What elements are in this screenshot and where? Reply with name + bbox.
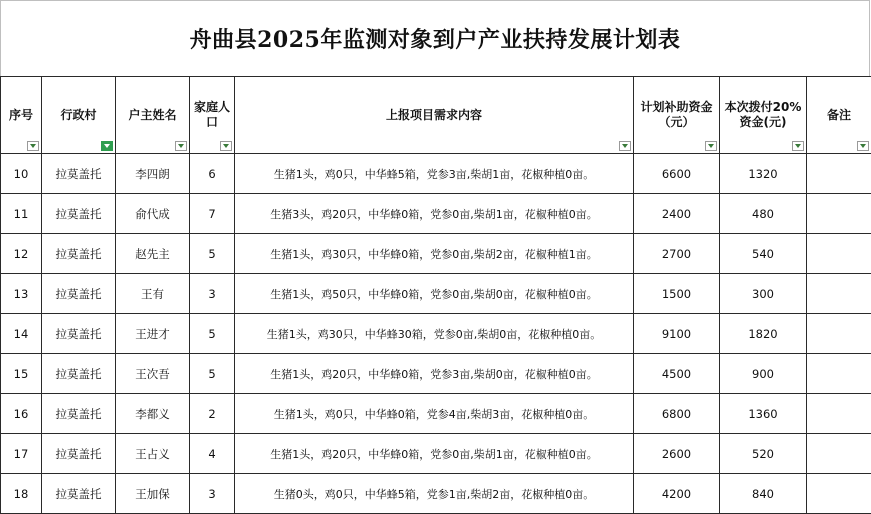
header-subsidy[interactable]: 计划补助资金（元） — [634, 77, 720, 154]
cell-village[interactable]: 拉莫盖托 — [42, 474, 116, 514]
filter-dropdown-icon[interactable] — [619, 141, 631, 151]
filter-dropdown-icon[interactable] — [857, 141, 869, 151]
cell-need[interactable]: 生猪1头，鸡20只，中华蜂0箱，党参0亩,柴胡1亩，花椒种植0亩。 — [235, 434, 634, 474]
filter-dropdown-icon[interactable] — [792, 141, 804, 151]
cell-subsidy[interactable]: 2400 — [634, 194, 720, 234]
cell-note[interactable] — [807, 354, 871, 394]
cell-seq[interactable]: 12 — [1, 234, 42, 274]
cell-paid[interactable]: 1820 — [720, 314, 807, 354]
cell-need[interactable]: 生猪1头，鸡50只，中华蜂0箱，党参0亩,柴胡0亩，花椒种植0亩。 — [235, 274, 634, 314]
header-seq[interactable]: 序号 — [1, 77, 42, 154]
cell-note[interactable] — [807, 394, 871, 434]
cell-note[interactable] — [807, 274, 871, 314]
cell-subsidy[interactable]: 2700 — [634, 234, 720, 274]
cell-paid[interactable]: 1360 — [720, 394, 807, 434]
header-family[interactable]: 家庭人口 — [190, 77, 235, 154]
cell-seq[interactable]: 18 — [1, 474, 42, 514]
cell-family[interactable]: 4 — [190, 434, 235, 474]
table-row — [1, 434, 871, 474]
table-row — [1, 154, 871, 194]
cell-subsidy[interactable]: 1500 — [634, 274, 720, 314]
cell-need[interactable]: 生猪1头，鸡0只，中华蜂0箱，党参4亩,柴胡3亩，花椒种植0亩。 — [235, 394, 634, 434]
table-row — [1, 234, 871, 274]
header-paid[interactable]: 本次拨付20%资金(元) — [720, 77, 807, 154]
cell-paid[interactable]: 520 — [720, 434, 807, 474]
cell-note[interactable] — [807, 434, 871, 474]
header-village[interactable]: 行政村 — [42, 77, 116, 154]
table-row — [1, 354, 871, 394]
cell-name[interactable]: 王次吾 — [116, 354, 190, 394]
table-row — [1, 194, 871, 234]
cell-subsidy[interactable]: 6600 — [634, 154, 720, 194]
table-row — [1, 394, 871, 434]
sheet-title: 舟曲县2025年监测对象到户产业扶持发展计划表 — [190, 23, 681, 54]
cell-subsidy[interactable]: 4200 — [634, 474, 720, 514]
cell-village[interactable]: 拉莫盖托 — [42, 194, 116, 234]
header-row — [1, 77, 871, 154]
filter-dropdown-icon[interactable] — [27, 141, 39, 151]
cell-name[interactable]: 李四朗 — [116, 154, 190, 194]
cell-name[interactable]: 赵先主 — [116, 234, 190, 274]
cell-name[interactable]: 王有 — [116, 274, 190, 314]
cell-subsidy[interactable]: 9100 — [634, 314, 720, 354]
cell-seq[interactable]: 13 — [1, 274, 42, 314]
cell-paid[interactable]: 900 — [720, 354, 807, 394]
cell-family[interactable]: 5 — [190, 354, 235, 394]
cell-name[interactable]: 王加保 — [116, 474, 190, 514]
cell-paid[interactable]: 300 — [720, 274, 807, 314]
cell-name[interactable]: 王进才 — [116, 314, 190, 354]
cell-name[interactable]: 俞代成 — [116, 194, 190, 234]
cell-family[interactable]: 5 — [190, 314, 235, 354]
cell-need[interactable]: 生猪1头，鸡30只，中华蜂30箱，党参0亩,柴胡0亩，花椒种植0亩。 — [235, 314, 634, 354]
cell-village[interactable]: 拉莫盖托 — [42, 394, 116, 434]
cell-note[interactable] — [807, 194, 871, 234]
cell-note[interactable] — [807, 314, 871, 354]
cell-village[interactable]: 拉莫盖托 — [42, 274, 116, 314]
cell-note[interactable] — [807, 474, 871, 514]
cell-paid[interactable]: 540 — [720, 234, 807, 274]
cell-seq[interactable]: 14 — [1, 314, 42, 354]
cell-family[interactable]: 5 — [190, 234, 235, 274]
cell-subsidy[interactable]: 2600 — [634, 434, 720, 474]
cell-need[interactable]: 生猪0头，鸡0只，中华蜂5箱，党参1亩,柴胡2亩，花椒种植0亩。 — [235, 474, 634, 514]
filter-dropdown-icon[interactable] — [220, 141, 232, 151]
cell-village[interactable]: 拉莫盖托 — [42, 234, 116, 274]
filter-dropdown-icon[interactable] — [175, 141, 187, 151]
sheet-title-cell[interactable] — [0, 0, 870, 76]
cell-need[interactable]: 生猪1头，鸡30只，中华蜂0箱，党参0亩,柴胡2亩，花椒种植1亩。 — [235, 234, 634, 274]
cell-village[interactable]: 拉莫盖托 — [42, 354, 116, 394]
header-name[interactable]: 户主姓名 — [116, 77, 190, 154]
cell-paid[interactable]: 1320 — [720, 154, 807, 194]
filter-active-icon[interactable] — [101, 141, 113, 151]
header-need[interactable]: 上报项目需求内容 — [235, 77, 634, 154]
cell-subsidy[interactable]: 4500 — [634, 354, 720, 394]
cell-note[interactable] — [807, 154, 871, 194]
cell-name[interactable]: 李都义 — [116, 394, 190, 434]
header-note[interactable]: 备注 — [807, 77, 871, 154]
table-row — [1, 274, 871, 314]
cell-name[interactable]: 王占义 — [116, 434, 190, 474]
plan-table — [0, 76, 871, 514]
cell-subsidy[interactable]: 6800 — [634, 394, 720, 434]
cell-family[interactable]: 7 — [190, 194, 235, 234]
cell-family[interactable]: 2 — [190, 394, 235, 434]
cell-paid[interactable]: 480 — [720, 194, 807, 234]
cell-village[interactable]: 拉莫盖托 — [42, 314, 116, 354]
cell-note[interactable] — [807, 234, 871, 274]
cell-seq[interactable]: 16 — [1, 394, 42, 434]
cell-family[interactable]: 6 — [190, 154, 235, 194]
cell-seq[interactable]: 11 — [1, 194, 42, 234]
cell-village[interactable]: 拉莫盖托 — [42, 154, 116, 194]
cell-seq[interactable]: 15 — [1, 354, 42, 394]
cell-need[interactable]: 生猪1头，鸡20只，中华蜂0箱，党参3亩,柴胡0亩，花椒种植0亩。 — [235, 354, 634, 394]
cell-family[interactable]: 3 — [190, 274, 235, 314]
cell-seq[interactable]: 17 — [1, 434, 42, 474]
cell-need[interactable]: 生猪3头，鸡20只，中华蜂0箱，党参0亩,柴胡1亩，花椒种植0亩。 — [235, 194, 634, 234]
cell-family[interactable]: 3 — [190, 474, 235, 514]
cell-paid[interactable]: 840 — [720, 474, 807, 514]
filter-dropdown-icon[interactable] — [705, 141, 717, 151]
cell-village[interactable]: 拉莫盖托 — [42, 434, 116, 474]
table-row — [1, 474, 871, 514]
cell-need[interactable]: 生猪1头，鸡0只，中华蜂5箱，党参3亩,柴胡1亩，花椒种植0亩。 — [235, 154, 634, 194]
cell-seq[interactable]: 10 — [1, 154, 42, 194]
table-row — [1, 314, 871, 354]
